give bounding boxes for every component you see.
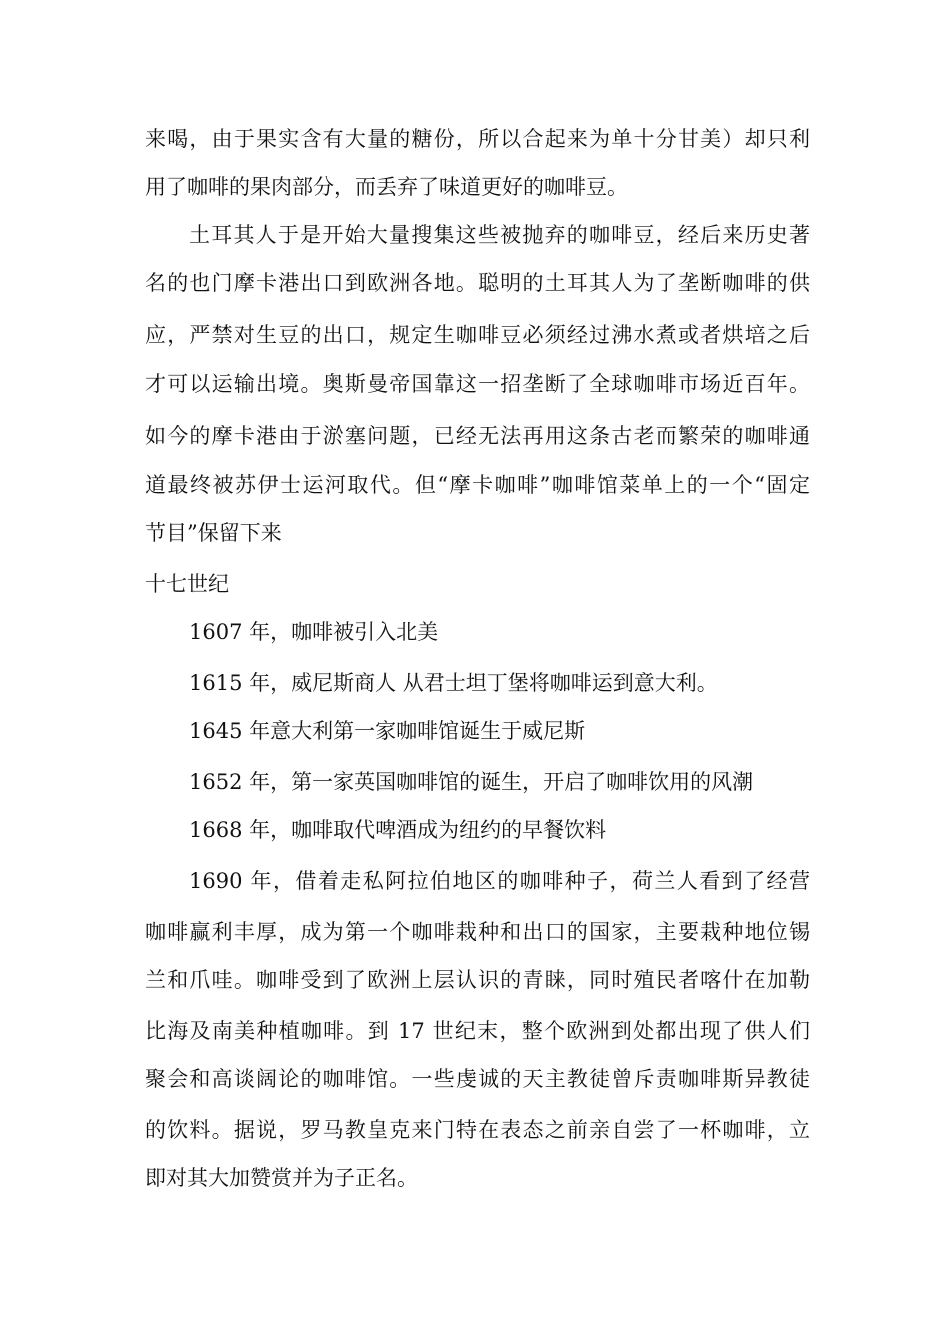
paragraph-line: 即对其大加赞赏并为子正名。 [145,1166,418,1190]
timeline-entry: 1615 年，威尼斯商人 从君士坦丁堡将咖啡运到意大利。 [189,671,718,695]
paragraph-line: 道最终被苏伊士运河取代。但“摩卡咖啡”咖啡馆菜单上的一个“固定 [145,473,810,497]
paragraph-line: 土耳其人于是开始大量搜集这些被抛弃的咖啡豆，经后来历史著 [189,223,810,247]
paragraph-line: 咖啡赢利丰厚，成为第一个咖啡栽种和出口的国家，主要栽种地位锡 [145,920,810,944]
paragraph-line: 用了咖啡的果肉部分，而丢弃了味道更好的咖啡豆。 [145,175,628,199]
paragraph-line: 比海及南美种植咖啡。到 17 世纪末，整个欧洲到处都出现了供人们 [145,1019,810,1043]
paragraph-line: 名的也门摩卡港出口到欧洲各地。聪明的土耳其人为了垄断咖啡的供 [145,271,810,295]
timeline-entry: 1652 年，第一家英国咖啡馆的诞生，开启了咖啡饮用的风潮 [189,770,754,794]
paragraph-line: 来喝，由于果实含有大量的糖份，所以合起来为单十分甘美）却只利 [145,127,810,151]
paragraph-line: 节目”保留下来 [145,521,282,545]
paragraph-line: 如今的摩卡港由于淤塞问题，已经无法再用这条古老而繁荣的咖啡通 [145,424,810,448]
paragraph-line: 兰和爪哇。咖啡受到了欧洲上层认识的青睐，同时殖民者喀什在加勒 [145,968,810,992]
paragraph-line: 的饮料。据说，罗马教皇克来门特在表态之前亲自尝了一杯咖啡，立 [145,1118,810,1142]
paragraph-line: 应，严禁对生豆的出口，规定生咖啡豆必须经过沸水煮或者烘培之后 [145,323,810,347]
timeline-entry: 1607 年，咖啡被引入北美 [189,620,439,644]
section-heading: 十七世纪 [145,572,229,596]
paragraph-line: 聚会和高谈阔论的咖啡馆。一些虔诚的天主教徒曾斥责咖啡斯异教徒 [145,1067,810,1091]
paragraph-line: 1690 年，借着走私阿拉伯地区的咖啡种子，荷兰人看到了经营 [189,869,810,893]
timeline-entry: 1645 年意大利第一家咖啡馆诞生于威尼斯 [189,719,586,743]
timeline-entry: 1668 年，咖啡取代啤酒成为纽约的早餐饮料 [189,818,607,842]
paragraph-line: 才可以运输出境。奥斯曼帝国靠这一招垄断了全球咖啡市场近百年。 [145,372,810,396]
